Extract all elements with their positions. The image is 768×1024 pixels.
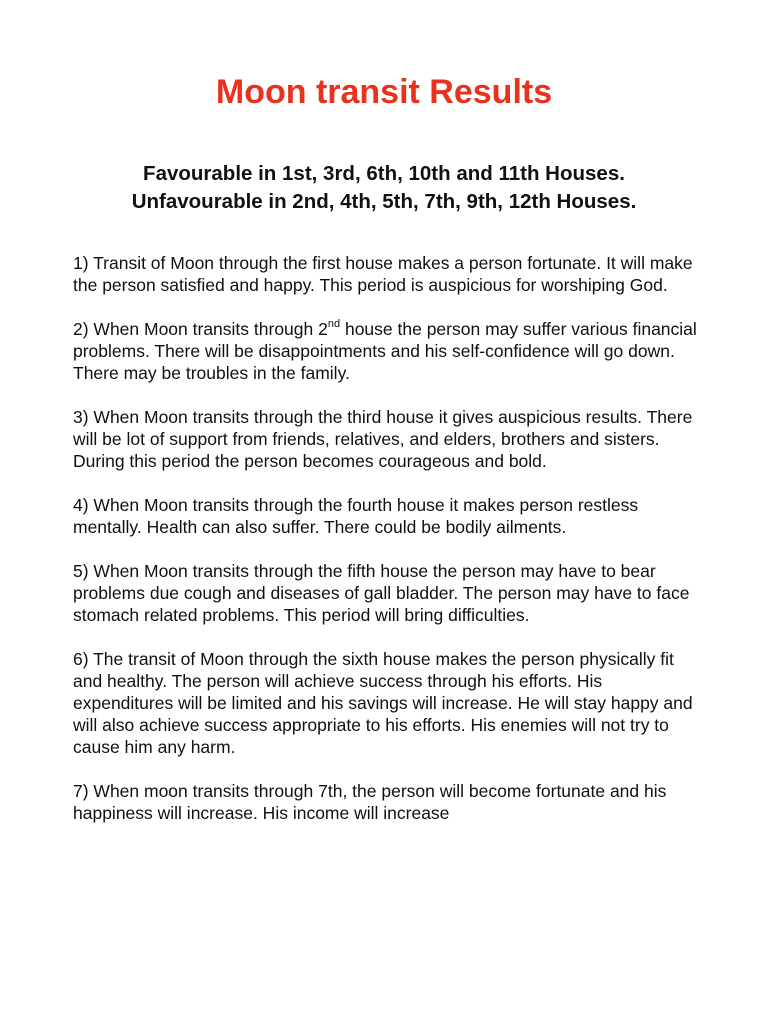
paragraph-1: 1) Transit of Moon through the first house makes a person fortunate. It will make the person satisfied and happy. This period is auspicious for worshiping God. (73, 253, 693, 295)
paragraph-2-rest: house the person may suffer various financial problems. There will be disappointments and his self-confidence will go down. There may be troubles in the family. (73, 319, 697, 383)
paragraph-2-superscript: nd (327, 318, 341, 331)
paragraph-2-start: 2) When Moon transits through 2 (73, 319, 328, 339)
paragraph-3: 3) When Moon transits through the third house it gives auspicious results. There will be lot of support from friends, relatives, and elders, brothers and sisters. During this period the person becomes courageous and bold. (73, 407, 693, 471)
subtitle-favourable: Favourable in 1st, 3rd, 6th, 10th and 11th Houses. (143, 162, 625, 185)
paragraph-6: 6) The transit of Moon through the sixth house makes the person physically fit and healthy. The person will achieve success through his efforts. His expenditures will be limited and his savings will increase. He will stay happy and will also achieve success appropriate to his efforts. His enemies will not try to cause him any harm. (73, 649, 693, 757)
page-subtitle (0, 160, 768, 216)
paragraph-4: 4) When Moon transits through the fourth house it makes person restless mentally. Health can also suffer. There could be bodily ailments. (73, 495, 639, 537)
paragraph-5: 5) When Moon transits through the fifth house the person may have to bear problems due cough and diseases of gall bladder. The person may have to face stomach related problems. This period will bring difficulties. (73, 561, 690, 625)
subtitle-unfavourable: Unfavourable in 2nd, 4th, 5th, 7th, 9th, 12th Houses. (131, 190, 637, 213)
paragraph-2 (73, 318, 703, 384)
paragraph-7: 7) When moon transits through 7th, the person will become fortunate and his happiness will increase. His income will increase (73, 781, 667, 823)
page-title: Moon transit Results (215, 73, 553, 111)
document-body (73, 252, 703, 846)
